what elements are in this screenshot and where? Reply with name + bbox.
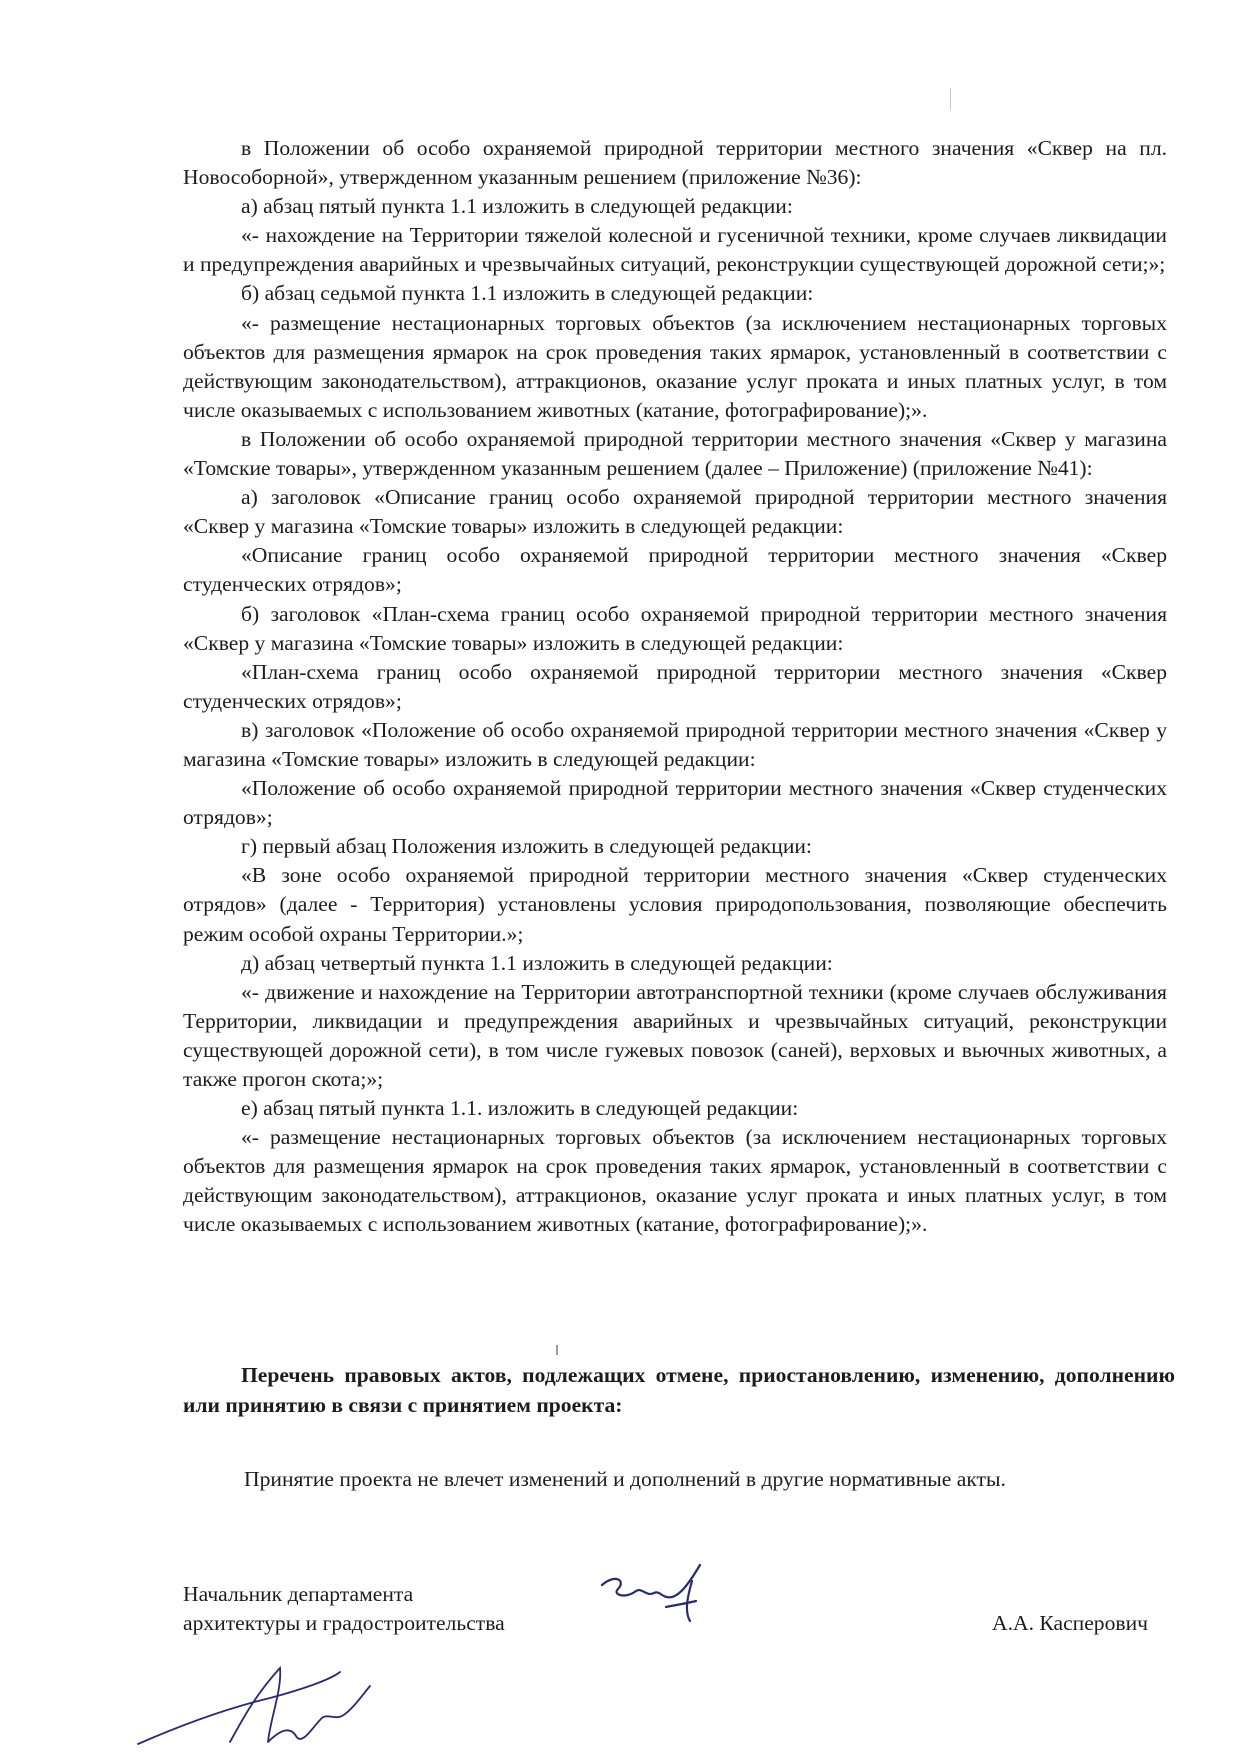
paragraph: в Положении об особо охраняемой природной территории местного значения «Сквер на пл. Новособорной», утвержденном указанным решением (приложение №36): <box>183 136 1167 190</box>
document-body <box>183 134 1167 1240</box>
paragraph: «Описание границ особо охраняемой природной территории местного значения «Сквер студенческих отрядов»; <box>183 543 1167 597</box>
paragraph: «Положение об особо охраняемой природной территории местного значения «Сквер студенческих отрядов»; <box>183 776 1167 830</box>
paragraph: а) заголовок «Описание границ особо охраняемой природной территории местного значения «Сквер у магазина «Томские товары» изложить в следующей редакции: <box>183 485 1167 539</box>
paragraph: б) заголовок «План-схема границ особо охраняемой природной территории местного значения «Сквер у магазина «Томские товары» изложить в следующей редакции: <box>183 601 1167 655</box>
paragraph: б) абзац седьмой пункта 1.1 изложить в следующей редакции: <box>241 281 814 306</box>
paragraph: а) абзац пятый пункта 1.1 изложить в следующей редакции: <box>241 194 793 219</box>
paragraph: «- размещение нестационарных торговых объектов (за исключением нестационарных торговых объектов для размещения ярмарок на срок проведения таких ярмарок, установленный в соответствии с действующим законодательством), аттракционов, оказание услуг проката и иных платных услуг, в том числе оказываемых с использованием животных (катание, фотографирование);». <box>183 310 1167 422</box>
signer-name: А.А. Касперович <box>992 1611 1149 1635</box>
signer-title-line: архитектуры и градостроительства <box>183 1611 505 1635</box>
section-heading: Перечень правовых актов, подлежащих отмене, приостановлению, изменению, дополнению или принятию в связи с принятием проекта: <box>183 1363 1175 1417</box>
paragraph: е) абзац пятый пункта 1.1. изложить в следующей редакции: <box>241 1096 799 1121</box>
signer-block <box>183 1580 505 1638</box>
paragraph: «- нахождение на Территории тяжелой колесной и гусеничной техники, кроме случаев ликвидации и предупреждения аварийных и чрезвычайных ситуаций, реконструкции существующей дорожной сети;»; <box>183 223 1167 277</box>
signature-image <box>596 1555 716 1635</box>
paragraph: д) абзац четвертый пункта 1.1 изложить в следующей редакции: <box>241 950 833 975</box>
paragraph: «- размещение нестационарных торговых объектов (за исключением нестационарных торговых объектов для размещения ярмарок на срок проведения таких ярмарок, установленный в соответствии с действующим законодательством), аттракционов, оказание услуг проката и иных платных услуг, в том числе оказываемых с использованием животных (катание, фотографирование);». <box>183 1125 1167 1237</box>
initials-mark <box>130 1650 380 1750</box>
signer-title-line: Начальник департамента <box>183 1582 414 1606</box>
paragraph: в Положении об особо охраняемой природной территории местного значения «Сквер у магазина «Томские товары», утвержденном указанным решением (далее – Приложение) (приложение №41): <box>183 426 1167 481</box>
paragraph: в) заголовок «Положение об особо охраняемой природной территории местного значения «Сквер у магазина «Томские товары» изложить в следующей редакции: <box>183 717 1167 771</box>
paragraph: «План-схема границ особо охраняемой природной территории местного значения «Сквер студенческих отрядов»; <box>183 659 1167 713</box>
conclusion-text: Принятие проекта не влечет изменений и дополнений в другие нормативные акты. <box>244 1467 1006 1491</box>
paragraph: г) первый абзац Положения изложить в следующей редакции: <box>241 834 812 859</box>
paragraph: «В зоне особо охраняемой природной территории местного значения «Сквер студенческих отрядов» (далее - Территория) установлены условия природопользования, позволяющие обеспечить режим особой охраны Территории.»; <box>183 863 1167 946</box>
scan-speck <box>950 88 951 110</box>
scan-speck <box>556 1345 558 1355</box>
paragraph: «- движение и нахождение на Территории автотранспортной техники (кроме случаев обслуживания Территории, ликвидации и предупреждения аварийных и чрезвычайных ситуаций, реконструкции существующей дорожной сети), в том числе гужевых повозок (саней), верховых и вьючных животных, а также прогон скота;»; <box>183 979 1167 1091</box>
